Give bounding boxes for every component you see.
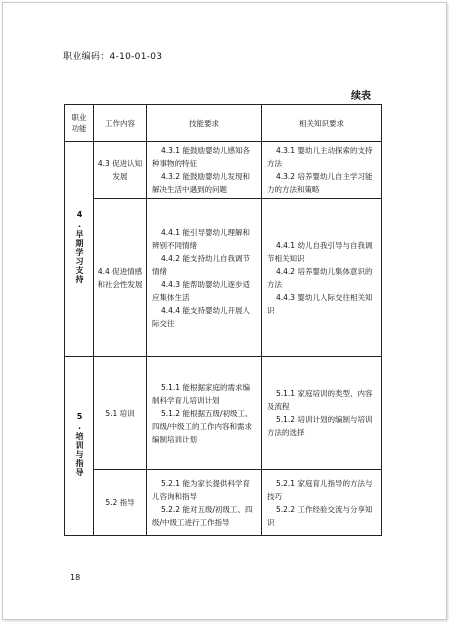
knowledge-item: 4.4.2 培养婴幼儿集体意识的方法	[267, 266, 373, 289]
skill-item: 4.4.4 能支持婴幼儿开展人际交往	[152, 305, 250, 328]
knowledge-cell	[262, 142, 382, 199]
work-content-cell: 5.2 指导	[94, 470, 147, 536]
function-cell	[65, 357, 94, 536]
table-row	[65, 142, 382, 199]
knowledge-item: 5.1.1 家庭培训的类型、内容及流程	[267, 389, 373, 411]
knowledge-item: 5.2.1 家庭育儿指导的方法与技巧	[267, 478, 373, 501]
skill-cell	[147, 470, 262, 536]
skill-item: 4.4.3 能帮助婴幼儿逐步适应集体生活	[152, 279, 250, 302]
skill-cell	[147, 142, 262, 199]
header-skills: 技能要求	[147, 105, 262, 142]
knowledge-item: 5.2.2 工作经验交流与分享知识	[267, 504, 373, 527]
knowledge-item: 4.4.1 幼儿自我引导与自我调节相关知识	[267, 240, 373, 263]
document-page	[2, 2, 447, 620]
skill-cell	[147, 357, 262, 470]
knowledge-item: 5.1.2 培训计划的编制与培训方法的选择	[267, 415, 373, 437]
skill-item: 4.3.1 能鼓励婴幼儿感知各种事物的特征	[152, 146, 250, 168]
work-content-cell: 4.4 促进情感和社会性发展	[94, 199, 147, 357]
table-row	[65, 470, 382, 536]
skill-item: 4.4.2 能支持幼儿自我调节情绪	[152, 253, 250, 276]
continued-label: 续表	[351, 91, 371, 102]
skill-item: 4.4.1 能引导婴幼儿理解和辨别不同情绪	[152, 227, 250, 250]
header-knowledge: 相关知识要求	[262, 105, 382, 142]
knowledge-cell	[262, 470, 382, 536]
skill-item: 5.1.2 能根据五级/初级工、四级/中级工的工作内容和需求编制培训计划	[152, 408, 253, 444]
occupation-code: 职业编码：4-10-01-03	[63, 52, 163, 62]
header-function: 职业 功能	[65, 105, 94, 142]
knowledge-cell	[262, 199, 382, 357]
function-cell	[65, 142, 94, 357]
header-content: 工作内容	[94, 105, 147, 142]
work-content-cell: 4.3 促进认知发展	[94, 142, 147, 199]
page-number: 18	[70, 573, 81, 582]
table-header-row	[65, 105, 382, 142]
skill-cell	[147, 199, 262, 357]
function-label: 5.培训与指导	[75, 411, 84, 477]
function-label: 4.早期学习支持	[75, 210, 84, 284]
knowledge-item: 4.3.2 培养婴幼儿自主学习能力的方法和策略	[267, 172, 373, 194]
skill-item: 5.1.1 能根据家庭的需求编制科学育儿培训计划	[152, 382, 250, 405]
table-row	[65, 357, 382, 470]
knowledge-cell	[262, 357, 382, 470]
knowledge-item: 4.3.1 婴幼儿主动探索的支持方法	[267, 146, 373, 168]
skill-item: 5.2.1 能为家长提供科学育儿咨询和指导	[152, 478, 250, 501]
work-content-cell: 5.1 培训	[94, 357, 147, 470]
skill-item: 4.3.2 能鼓励婴幼儿发现和解决生活中遇到的问题	[152, 172, 250, 194]
knowledge-item: 4.4.3 婴幼儿人际交往相关知识	[267, 292, 373, 315]
skills-table	[64, 104, 382, 536]
table-row	[65, 199, 382, 357]
skill-item: 5.2.2 能对五级/初级工、四级/中级工进行工作指导	[152, 504, 253, 527]
